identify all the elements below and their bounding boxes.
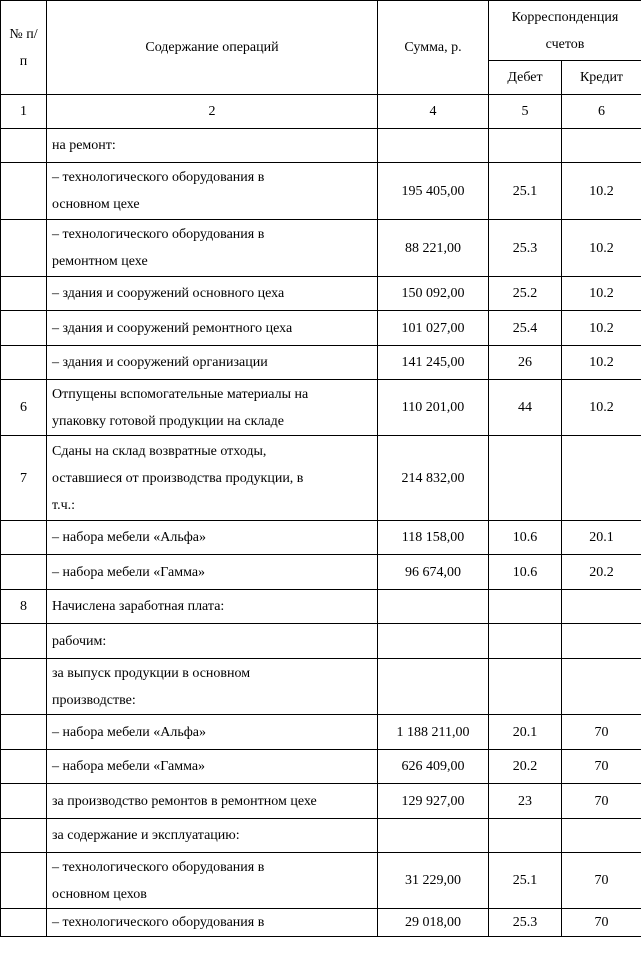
debit-account: 26 [489, 346, 562, 380]
operation-sum: 101 027,00 [378, 311, 489, 346]
operation-description [47, 784, 378, 819]
row-number [1, 909, 47, 937]
table-row [1, 853, 641, 909]
description-line: за содержание и эксплуатацию: [52, 828, 240, 843]
operation-sum: 129 927,00 [378, 784, 489, 819]
credit-account [562, 590, 641, 624]
row-number [1, 346, 47, 380]
credit-account: 70 [562, 853, 641, 909]
description-line: – набора мебели «Гамма» [52, 564, 206, 580]
credit-account [562, 129, 641, 163]
operation-description [47, 220, 378, 277]
row-number [1, 521, 47, 555]
debit-account: 20.1 [489, 715, 562, 750]
table-row [1, 129, 641, 163]
debit-account [489, 129, 562, 163]
description-line: оставшиеся от производства продукции, в [52, 470, 304, 486]
credit-account: 10.2 [562, 220, 641, 277]
description-line: за выпуск продукции в основном [52, 665, 251, 681]
operation-description [47, 311, 378, 346]
credit-account: 70 [562, 784, 641, 819]
debit-account: 25.4 [489, 311, 562, 346]
credit-account: 10.2 [562, 346, 641, 380]
credit-account: 10.2 [562, 277, 641, 311]
debit-account: 25.1 [489, 853, 562, 909]
operation-sum: 214 832,00 [378, 436, 489, 521]
description-line: – технологического оборудования в [52, 227, 265, 242]
description-line: – технологического оборудования в [52, 859, 265, 875]
operation-sum: 96 674,00 [378, 555, 489, 590]
column-number-row [1, 95, 641, 129]
operation-description [47, 659, 378, 715]
operation-description [47, 819, 378, 853]
header-debit: Дебет [489, 61, 562, 95]
operation-description [47, 380, 378, 436]
operation-description [47, 715, 378, 750]
row-number [1, 163, 47, 220]
row-number [1, 220, 47, 277]
header-sum: Сумма, р. [378, 1, 489, 95]
description-line: – набора мебели «Альфа» [52, 530, 207, 545]
operation-description [47, 624, 378, 659]
header-num: № п/п [1, 1, 47, 95]
operation-sum [378, 129, 489, 163]
table-row [1, 819, 641, 853]
debit-account [489, 590, 562, 624]
credit-account: 20.1 [562, 521, 641, 555]
header-credit: Кредит [562, 61, 641, 95]
operation-description [47, 129, 378, 163]
row-number [1, 819, 47, 853]
operation-sum: 31 229,00 [378, 853, 489, 909]
credit-account [562, 659, 641, 715]
credit-account: 10.2 [562, 311, 641, 346]
description-line: – технологического оборудования в [52, 915, 265, 930]
description-line: упаковку готовой продукции на складе [52, 413, 284, 429]
credit-account: 20.2 [562, 555, 641, 590]
description-line: т.ч.: [52, 497, 75, 513]
description-line: Сданы на склад возвратные отходы, [52, 443, 267, 459]
operation-sum: 118 158,00 [378, 521, 489, 555]
credit-account: 10.2 [562, 380, 641, 436]
description-line: производстве: [52, 692, 136, 708]
credit-account [562, 436, 641, 521]
operation-sum: 1 188 211,00 [378, 715, 489, 750]
description-line: основном цехе [52, 197, 140, 212]
operation-sum: 29 018,00 [378, 909, 489, 937]
row-number [1, 715, 47, 750]
operation-sum: 141 245,00 [378, 346, 489, 380]
debit-account [489, 624, 562, 659]
operation-description [47, 521, 378, 555]
row-number [1, 750, 47, 784]
table-row [1, 163, 641, 220]
debit-account: 25.3 [489, 909, 562, 937]
table-row [1, 436, 641, 521]
row-number [1, 659, 47, 715]
header-row-top [1, 1, 641, 61]
debit-account: 23 [489, 784, 562, 819]
description-line: за производство ремонтов в ремонтном цехе [52, 793, 317, 809]
description-line: на ремонт: [52, 138, 116, 153]
debit-account: 10.6 [489, 521, 562, 555]
operation-sum: 195 405,00 [378, 163, 489, 220]
table-row [1, 311, 641, 346]
credit-account: 10.2 [562, 163, 641, 220]
operation-description [47, 853, 378, 909]
row-number [1, 311, 47, 346]
table-row [1, 909, 641, 937]
description-line: – здания и сооружений организации [52, 355, 268, 370]
debit-account: 20.2 [489, 750, 562, 784]
row-number [1, 555, 47, 590]
operation-sum [378, 819, 489, 853]
description-line: – набора мебели «Альфа» [52, 724, 207, 740]
operation-description [47, 163, 378, 220]
debit-account: 25.2 [489, 277, 562, 311]
row-number [1, 624, 47, 659]
column-number: 4 [378, 95, 489, 129]
row-number [1, 853, 47, 909]
table-row [1, 624, 641, 659]
debit-account: 44 [489, 380, 562, 436]
credit-account: 70 [562, 909, 641, 937]
description-line: рабочим: [52, 633, 107, 649]
operation-description [47, 750, 378, 784]
column-number: 2 [47, 95, 378, 129]
operation-sum: 150 092,00 [378, 277, 489, 311]
description-line: Отпущены вспомогательные материалы на [52, 386, 309, 402]
header-description: Содержание операций [47, 1, 378, 95]
operation-sum: 88 221,00 [378, 220, 489, 277]
description-line: – здания и сооружений основного цеха [52, 286, 285, 301]
debit-account: 25.1 [489, 163, 562, 220]
operation-sum [378, 624, 489, 659]
operation-description [47, 346, 378, 380]
operation-description [47, 436, 378, 521]
column-number: 1 [1, 95, 47, 129]
credit-account: 70 [562, 750, 641, 784]
debit-account [489, 819, 562, 853]
table-row [1, 659, 641, 715]
table-row [1, 521, 641, 555]
table-row [1, 750, 641, 784]
operation-description [47, 909, 378, 937]
table-row [1, 380, 641, 436]
debit-account [489, 436, 562, 521]
row-number [1, 129, 47, 163]
debit-account [489, 659, 562, 715]
description-line: – здания и сооружений ремонтного цеха [52, 320, 293, 336]
column-number: 6 [562, 95, 641, 129]
debit-account: 25.3 [489, 220, 562, 277]
description-line: ремонтном цехе [52, 254, 148, 269]
row-number: 7 [1, 436, 47, 521]
row-number [1, 784, 47, 819]
table-row [1, 784, 641, 819]
credit-account: 70 [562, 715, 641, 750]
header-correspondence: Корреспонденция счетов [489, 1, 641, 61]
row-number: 8 [1, 590, 47, 624]
table-row [1, 346, 641, 380]
operation-sum: 626 409,00 [378, 750, 489, 784]
operations-body [1, 129, 641, 937]
operation-description [47, 277, 378, 311]
description-line: – технологического оборудования в [52, 170, 265, 185]
operation-sum [378, 590, 489, 624]
table-row [1, 715, 641, 750]
table-row [1, 277, 641, 311]
credit-account [562, 819, 641, 853]
table-row [1, 220, 641, 277]
description-line: – набора мебели «Гамма» [52, 759, 206, 774]
row-number [1, 277, 47, 311]
operation-sum: 110 201,00 [378, 380, 489, 436]
operation-sum [378, 659, 489, 715]
operation-description [47, 590, 378, 624]
row-number: 6 [1, 380, 47, 436]
description-line: основном цехов [52, 886, 147, 902]
table-row [1, 590, 641, 624]
table-row [1, 555, 641, 590]
operation-description [47, 555, 378, 590]
debit-account: 10.6 [489, 555, 562, 590]
description-line: Начислена заработная плата: [52, 599, 225, 614]
column-number: 5 [489, 95, 562, 129]
credit-account [562, 624, 641, 659]
